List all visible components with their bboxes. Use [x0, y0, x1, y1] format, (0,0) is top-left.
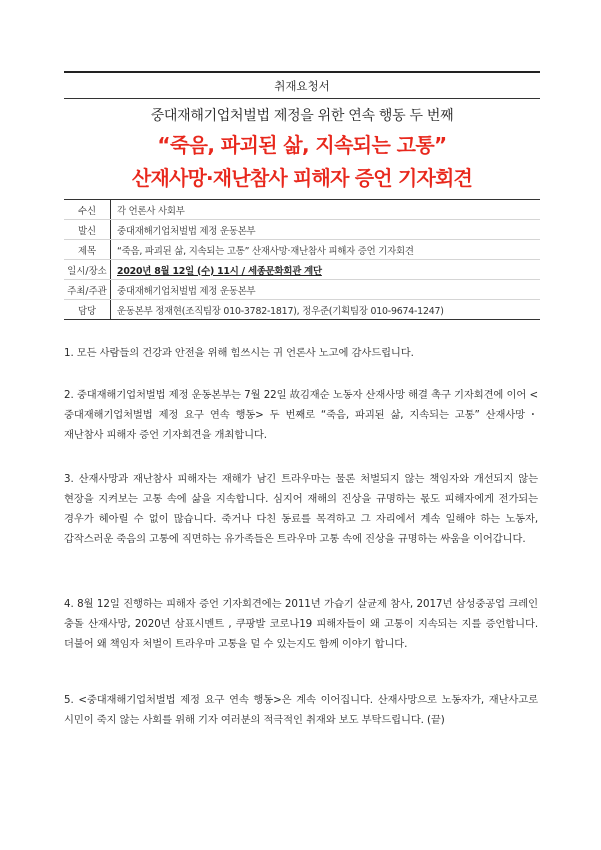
info-value: 각 언론사 사회부 — [111, 200, 541, 220]
info-row-sender — [64, 220, 540, 240]
info-label: 발신 — [64, 220, 111, 240]
subtitle: 중대재해기업처벌법 제정을 위한 연속 행동 두 번째 — [150, 108, 454, 124]
info-row-datetime-place — [64, 260, 540, 280]
info-label: 담당 — [64, 300, 111, 320]
info-row-recipient — [64, 200, 540, 220]
info-label: 제목 — [64, 240, 111, 260]
info-value: 중대재해기업처벌법 제정 운동본부 — [111, 280, 541, 300]
paragraph-4: 4. 8월 12일 진행하는 피해자 증언 기자회견에는 2011년 가습기 살균제 참사, 2017년 삼성중공업 크레인 충돌 산재사망, 2020년 삼표시멘트 , 쿠팡발 코로나19 피해자들이 왜 고통이 지속되는 지를 증언합니다. 더불어 왜 책임자 처벌이 트라우마 고통을 덜 수 있는지도 함께 이야기 합니다. — [64, 598, 538, 650]
press-request-header — [64, 71, 540, 320]
paragraph-2: 2. 중대재해기업처벌법 제정 운동본부는 7월 22일 故김재순 노동자 산재사망 해결 촉구 기자회견에 이어 <중대재해기업처벌법 제정 요구 연속 행동> 두 번째로 “죽음, 파괴된 삶, 지속되는 고통” 산재사망・재난참사 피해자 증언 기자회견을 개최합니다. — [64, 389, 538, 441]
document-type: 취재요청서 — [274, 79, 330, 93]
paragraph-3: 3. 산재사망과 재난참사 피해자는 재해가 남긴 트라우마는 물론 처벌되지 않는 책임자와 개선되지 않는 현장을 지켜보는 고통 속에 삶을 지속합니다. 심지어 재해의 진상을 규명하는 몫도 피해자에게 전가되는 경우가 헤아릴 수 없이 많습니다. 죽거나 다친 동료를 목격하고 그 자리에서 계속 일해야 하는 노동자, 갑작스러운 죽음의 고통에 직면하는 유가족들은 트라우마 고통 속에 진상을 규명하는 싸움을 이어갑니다. — [64, 473, 538, 545]
info-label: 일시/장소 — [64, 260, 111, 280]
info-label: 수신 — [64, 200, 111, 220]
title-line-2: 산재사망·재난참사 피해자 증언 기자회견 — [131, 166, 473, 190]
info-value: 운동본부 정재현(조직팀장 010-3782-1817), 정우준(기획팀장 010-9674-1247) — [117, 305, 444, 317]
info-row-subject — [64, 240, 540, 260]
paragraph-1: 1. 모든 사람들의 건강과 안전을 위해 힘쓰시는 귀 언론사 노고에 감사드립니다. — [64, 347, 414, 359]
info-row-contact — [64, 300, 540, 320]
info-row-organizer — [64, 280, 540, 300]
header-rule — [64, 98, 540, 99]
info-value: 2020년 8월 12일 (수) 11시 / 세종문화회관 계단 — [111, 260, 541, 280]
info-value: “죽음, 파괴된 삶, 지속되는 고통” 산재사망·재난참사 피해자 증언 기자회견 — [111, 240, 541, 260]
info-label: 주최/주관 — [64, 280, 111, 300]
paragraph-5: 5. <중대재해기업처벌법 제정 요구 연속 행동>은 계속 이어집니다. 산재사망으로 노동자가, 재난사고로 시민이 죽지 않는 사회를 위해 기자 여러분의 적극적인 취재와 보도 부탁드립니다. (끝) — [64, 694, 538, 726]
info-table — [64, 199, 540, 320]
info-value: 중대재해기업처벌법 제정 운동본부 — [111, 220, 541, 240]
title-line-1: “죽음, 파괴된 삶, 지속되는 고통” — [157, 133, 447, 157]
